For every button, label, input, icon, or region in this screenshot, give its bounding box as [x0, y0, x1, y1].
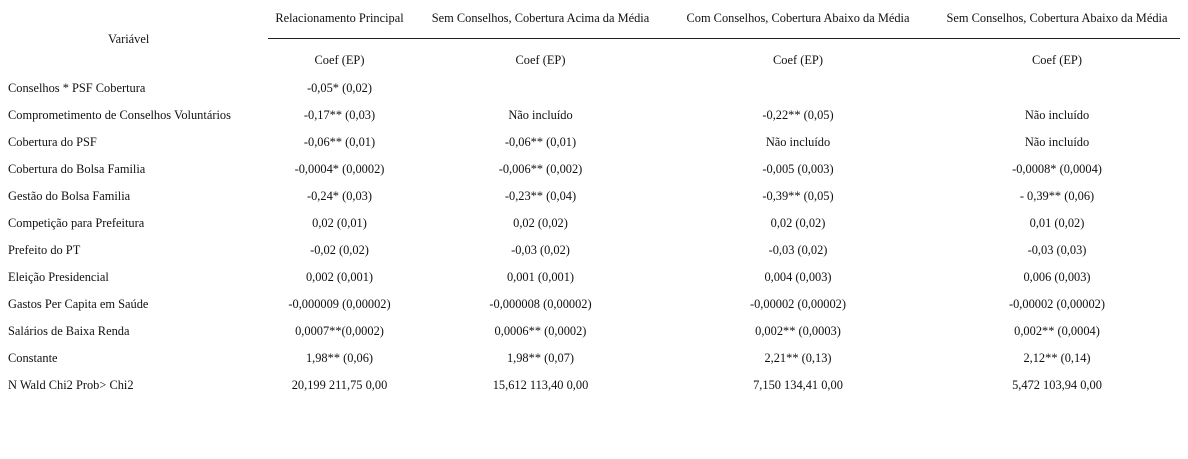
row-label: Prefeito do PT	[8, 243, 81, 257]
table-cell: 0,02 (0,02)	[513, 216, 568, 230]
table-cell: 0,001 (0,001)	[506, 270, 575, 284]
table-cell: -0,06** (0,01)	[504, 135, 577, 149]
variable-header: Variável	[108, 32, 150, 46]
table-cell: 20,199 211,75 0,00	[291, 378, 388, 392]
table-cell: 0,002** (0,0004)	[1014, 324, 1100, 338]
table-cell: 0,01 (0,02)	[1029, 216, 1085, 230]
table-cell: 2,21** (0,13)	[764, 351, 832, 365]
table-cell: -0,00002 (0,00002)	[1008, 297, 1105, 311]
table-cell: 0,004 (0,003)	[764, 270, 832, 284]
table-cell: 2,12** (0,14)	[1023, 351, 1091, 365]
column-subheader: Coef (EP)	[773, 53, 823, 67]
table-cell: 0,002 (0,001)	[305, 270, 374, 284]
header-rule	[268, 38, 1180, 39]
row-label: Salários de Baixa Renda	[8, 324, 130, 338]
table-cell: -0,00002 (0,00002)	[749, 297, 846, 311]
table-cell: 0,02 (0,01)	[312, 216, 367, 230]
column-header: Sem Conselhos, Cobertura Abaixo da Média	[946, 11, 1168, 25]
table-cell: 0,02 (0,02)	[770, 216, 826, 230]
table-cell: Não incluído	[765, 135, 831, 149]
table-cell: -0,06** (0,01)	[303, 135, 376, 149]
table-cell: -0,24* (0,03)	[306, 189, 373, 203]
row-label: Conselhos * PSF Cobertura	[8, 81, 146, 95]
row-label: Gastos Per Capita em Saúde	[8, 297, 149, 311]
row-label: Cobertura do PSF	[8, 135, 97, 149]
row-label: N Wald Chi2 Prob> Chi2	[8, 378, 134, 392]
table-cell: -0,0008* (0,0004)	[1012, 162, 1102, 176]
table-cell: 15,612 113,40 0,00	[492, 378, 589, 392]
table-cell: -0,03 (0,02)	[511, 243, 570, 257]
column-header: Com Conselhos, Cobertura Abaixo da Média	[686, 11, 910, 25]
table-cell: -0,000008 (0,00002)	[489, 297, 592, 311]
table-cell: -0,22** (0,05)	[762, 108, 834, 122]
table-cell: -0,000009 (0,00002)	[288, 297, 391, 311]
table-cell: Não incluído	[508, 108, 573, 122]
table-cell: 7,150 134,41 0,00	[753, 378, 843, 392]
table-cell: 0,0007**(0,0002)	[295, 324, 384, 338]
table-cell: 0,002** (0,0003)	[755, 324, 841, 338]
row-label: Constante	[8, 351, 58, 365]
row-label: Cobertura do Bolsa Familia	[8, 162, 146, 176]
row-label: Gestão do Bolsa Familia	[8, 189, 131, 203]
table-cell: -0,006** (0,002)	[498, 162, 583, 176]
table-cell: -0,0004* (0,0002)	[294, 162, 385, 176]
row-label: Eleição Presidencial	[8, 270, 109, 284]
table-cell: Não incluído	[1024, 108, 1090, 122]
table-cell: - 0,39** (0,06)	[1019, 189, 1095, 203]
table-cell: 5,472 103,94 0,00	[1012, 378, 1102, 392]
column-header: Relacionamento Principal	[275, 11, 404, 25]
table-cell: 0,0006** (0,0002)	[494, 324, 587, 338]
table-cell: -0,05* (0,02)	[306, 81, 373, 95]
table-cell: 1,98** (0,06)	[305, 351, 374, 365]
table-cell: 1,98** (0,07)	[506, 351, 575, 365]
column-subheader: Coef (EP)	[515, 53, 566, 67]
table-cell: -0,005 (0,003)	[762, 162, 834, 176]
table-cell: -0,23** (0,04)	[504, 189, 577, 203]
row-label: Competição para Prefeitura	[8, 216, 145, 230]
column-subheader: Coef (EP)	[314, 53, 365, 67]
table-cell: -0,02 (0,02)	[310, 243, 369, 257]
table-cell: -0,03 (0,03)	[1027, 243, 1087, 257]
table-cell: 0,006 (0,003)	[1023, 270, 1091, 284]
table-cell: -0,39** (0,05)	[762, 189, 834, 203]
table-cell: -0,03 (0,02)	[768, 243, 828, 257]
row-label: Comprometimento de Conselhos Voluntários	[8, 108, 231, 122]
table-cell: Não incluído	[1024, 135, 1090, 149]
column-header: Sem Conselhos, Cobertura Acima da Média	[431, 11, 650, 25]
column-subheader: Coef (EP)	[1032, 53, 1082, 67]
table-cell: -0,17** (0,03)	[303, 108, 376, 122]
